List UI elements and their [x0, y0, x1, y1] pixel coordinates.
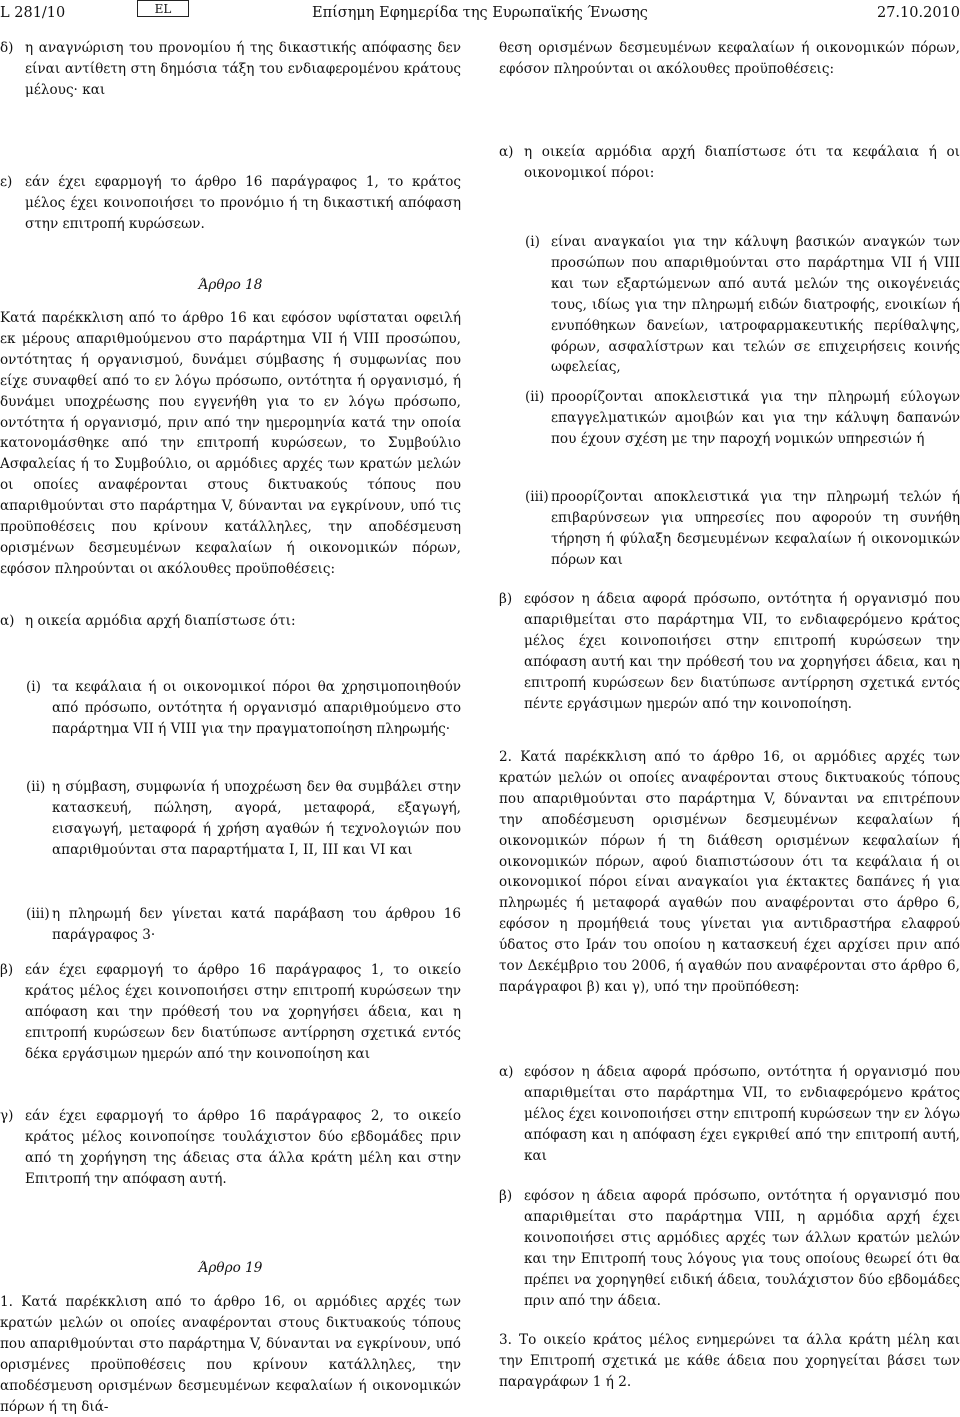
point-text: εφόσον η άδεια αφορά πρόσωπο, οντότητα ή οργανισμό που απαριθμείται στο παράρτημα VIII, η αρμόδια αρχή έχει κοινοποιήσει στις αρμόδιες αρχές των άλλων κρατών μελών και την Επιτροπή τους λόγους για τους οποίους θεωρεί ότι θα πρέπει να χορηγηθεί ειδική άδεια, τουλάχιστον δύο εβδομάδες πριν από την άδεια.: [524, 1188, 960, 1309]
subpoint-text: προορίζονται αποκλειστικά για την πληρωμή εύλογων επαγγελματικών αμοιβών και για την κάλυψη δαπανών που έχουν σχέση με την παροχή νομικών υπηρεσιών ή: [551, 389, 960, 447]
journal-title: Επίσημη Εφημερίδα της Ευρωπαϊκής Ένωσης: [312, 5, 648, 21]
point-text: εφόσον η άδεια αφορά πρόσωπο, οντότητα ή οργανισμό που απαριθμείται στο παράρτημα VII, το ενδιαφερόμενο κράτος μέλος έχει κοινοποιήσει στην επιτροπή κυρώσεων την εν λόγω απόφαση και η απόφαση έχει εγκριθεί από την επιτροπή αυτή, και: [524, 1064, 960, 1164]
continued-text: θεση ορισμένων δεσμευμένων κεφαλαίων ή οικονομικών πόρων, εφόσον πληρούνται οι ακόλουθες προϋποθέσεις:: [499, 40, 960, 77]
paragraph-text: Κατά παρέκκλιση από το άρθρο 16, οι αρμόδιες αρχές των κρατών μελών οι οποίες αναφέρονται στους δικτυακούς τόπους που απαριθμούνται στο παράρτημα V, δύνανται να εγκρίνουν, υπό ορισμένες προϋποθέσεις που κρίνουν κατάλληλες, την αποδέσμευση ορισμένων δεσμευμένων κεφαλαίων ή οικονομικών πόρων ή τη διά-: [0, 1294, 461, 1415]
point-e: [0, 172, 461, 235]
subpoint-text: προορίζονται αποκλειστικά για την πληρωμή τελών ή επιβαρύνσεων για υπηρεσίες που αφορούν τη συνήθη τήρηση ή φύλαξη δεσμευμένων κεφαλαίων ή οικονομικών πόρων και: [551, 489, 960, 568]
paragraph-number: 3.: [499, 1332, 512, 1348]
point-label: ε): [0, 174, 13, 190]
subpoint-label: (iii): [26, 906, 50, 922]
subpoint-label: (i): [525, 234, 540, 250]
point-label: β): [0, 962, 14, 978]
article-19-title: Άρθρο 19: [198, 1260, 263, 1276]
subpoint-text: η πληρωμή δεν γίνεται κατά παράβαση του άρθρου 16 παράγραφος 3·: [52, 906, 461, 943]
page-number: L 281/10: [0, 5, 66, 21]
paragraph-number: 2.: [499, 749, 512, 765]
page-header: [0, 0, 960, 26]
article-18-title: Άρθρο 18: [198, 277, 263, 293]
point-text: εάν έχει εφαρμογή το άρθρο 16 παράγραφος 2, το οικείο κράτος μέλος κοινοποίησε τουλάχιστον δύο εβδομάδες πριν από τη χορήγηση της άδειας στα άλλα κράτη μέλη και στην Επιτροπή την απόφαση αυτή.: [25, 1108, 461, 1187]
point-d: [0, 38, 461, 101]
point-text: εφόσον η άδεια αφορά πρόσωπο, οντότητα ή οργανισμό που απαριθμείται στο παράρτημα VII, το ενδιαφερόμενο κράτος μέλος έχει κοινοποιήσει στην επιτροπή κυρώσεων την απόφαση αυτή και την πρόθεσή του να χορηγήσει άδεια, και η επιτροπή κυρώσεων δεν διατύπωσε αντίρρηση σχετικά εντός πέντε εργάσιμων ημερών από την κοινοποίηση.: [524, 591, 960, 712]
point-a: [499, 142, 960, 184]
point-text: η αναγνώριση του προνομίου ή της δικαστικής απόφασης δεν είναι αντίθετη στη δημόσια τάξη του ενδιαφερομένου κράτους μέλους· και: [25, 40, 461, 98]
publication-date: 27.10.2010: [876, 5, 960, 21]
subpoint-label: (i): [26, 679, 41, 695]
article-18-intro: Κατά παρέκκλιση από το άρθρο 16 και εφόσον υφίσταται οφειλή εκ μέρους απαριθμούμενου στο παράρτημα VII ή VIII προσώπου, οντότητας ή οργανισμού, δυνάμει σύμβασης ή συμφωνίας που είχε συναφθεί από το εν λόγω πρόσωπο, οντότητα ή οργανισμό, ή δυνάμει υποχρέωσης που εγγενήθη για το εν λόγω πρόσωπο, οντότητα ή οργανισμό, πριν από την ημερομηνία κατά την οποία κατονομάσθηκε από την επιτροπή κυρώσεων, το Συμβούλιο Ασφαλείας ή το Συμβούλιο, οι αρμόδιες αρχές των κρατών μελών οι οποίες αναφέρονται στους δικτυακούς τόπους που απαριθμούνται στο παράρτημα V, δύνανται να εγκρίνουν, υπό τις προϋποθέσεις που κρίνουν κατάλληλες, την αποδέσμευση ορισμένων δεσμευμένων κεφαλαίων ή οικονομικών πόρων, εφόσον πληρούνται οι ακόλουθες προϋποθέσεις:: [0, 310, 461, 577]
point-label: α): [499, 144, 514, 160]
subpoint-label: (iii): [525, 489, 549, 505]
point-text: εάν έχει εφαρμογή το άρθρο 16 παράγραφος 1, το κράτος μέλος έχει κοινοποιήσει το προνόμιο ή τη δικαστική απόφαση στην επιτροπή κυρώσεων.: [25, 174, 461, 232]
point-text: εάν έχει εφαρμογή το άρθρο 16 παράγραφος 1, το οικείο κράτος μέλος έχει κοινοποιήσει στην επιτροπή κυρώσεων την απόφαση και την πρόθεσή του να χορηγήσει άδεια, και η επιτροπή κυρώσεων δεν διατύπωσε αντίρρηση σχετικά εντός δέκα εργάσιμων ημερών από την κοινοποίηση και: [25, 962, 461, 1062]
subpoint-label: (ii): [525, 389, 545, 405]
subpoint-i: [499, 232, 960, 378]
paragraph-2-point-a: [499, 1062, 960, 1167]
subpoint-text: η σύμβαση, συμφωνία ή υποχρέωση δεν θα συμβάλει στην κατασκευή, πώληση, αγορά, μεταφορά, εξαγωγή, εισαγωγή, μεταφορά ή χρήση αγαθών ή τεχνολογιών που απαριθμούνται στα παραρτήματα I, II, III και VI και: [52, 779, 461, 858]
article-19-paragraph-1: [0, 1292, 461, 1417]
point-b: [0, 960, 461, 1065]
paragraph-3: [499, 1330, 960, 1393]
point-b: [499, 589, 960, 714]
point-a: [0, 611, 461, 632]
paragraph-2: [499, 747, 960, 998]
point-text: η οικεία αρμόδια αρχή διαπίστωσε ότι τα κεφάλαια ή οι οικονομικοί πόροι:: [524, 144, 960, 181]
subpoint-ii: [499, 387, 960, 450]
subpoint-iii: [499, 487, 960, 571]
point-label: β): [499, 591, 513, 607]
paragraph-2-point-b: [499, 1186, 960, 1311]
subpoint-i: [0, 677, 461, 740]
point-label: δ): [0, 40, 14, 56]
subpoint-text: τα κεφάλαια ή οι οικονομικοί πόροι θα χρησιμοποιηθούν από πρόσωπο, οντότητα ή οργανισμό απαριθμούμενο στο παράρτημα VII ή VIII για την πραγματοποίηση πληρωμής·: [52, 679, 461, 737]
subpoint-label: (ii): [26, 779, 46, 795]
point-label: γ): [0, 1108, 14, 1124]
paragraph-text: Κατά παρέκκλιση από το άρθρο 16, οι αρμόδιες αρχές των κρατών μελών οι οποίες αναφέρονται στους δικτυακούς τόπους που απαριθμούνται στο παράρτημα V, δύνανται να επιτρέπουν την αποδέσμευση ορισμένων δεσμευμένων κεφαλαίων ή οικονομικών πόρων ή τη διάθεση ορισμένων κεφαλαίων ή οικονομικών πόρων, αφού διαπιστώσουν ότι τα κεφάλαια ή οι οικονομικοί πόροι είναι αναγκαίοι για έκτακτες δαπάνες ή για πληρωμές ή μεταφορά αγαθών που αναφέρονται στο άρθρο 6, εφόσον η προμήθειά τους γίνεται για αντιδραστήρα ελαφρού ύδατος στο Ιράν του οποίου η κατασκευή έχει αρχίσει πριν από τον Δεκέμβριο του 2006, ή αγαθών που αναφέρονται στο άρθρο 6, παράγραφοι β) και γ), υπό την προϋπόθεση:: [499, 749, 960, 995]
point-text: η οικεία αρμόδια αρχή διαπίστωσε ότι:: [25, 613, 296, 629]
paragraph-number: 1.: [0, 1294, 13, 1310]
point-g: [0, 1106, 461, 1190]
paragraph-text: Το οικείο κράτος μέλος ενημερώνει τα άλλα κράτη μέλη και την Επιτροπή σχετικά με κάθε άδεια που χορηγείται βάσει των παραγράφων 1 ή 2.: [499, 1332, 960, 1390]
subpoint-iii: [0, 904, 461, 946]
point-label: α): [0, 613, 15, 629]
point-label: β): [499, 1188, 513, 1204]
subpoint-ii: [0, 777, 461, 861]
language-badge: EL: [137, 0, 189, 17]
point-label: α): [499, 1064, 514, 1080]
subpoint-text: είναι αναγκαίοι για την κάλυψη βασικών αναγκών των προσώπων που απαριθμούνται στο παράρτημα VII ή VIII και των εξαρτώμενων από αυτά μελών της οικογένειάς τους, ιδίως για την πληρωμή ειδών διατροφής, ενοικίων ή ενυπόθηκων δανείων, ιατροφαρμακευτικής περίθαλψης, φόρων, ασφαλίστρων και τελών σε επιχειρήσεις κοινής ωφελείας,: [551, 234, 960, 376]
